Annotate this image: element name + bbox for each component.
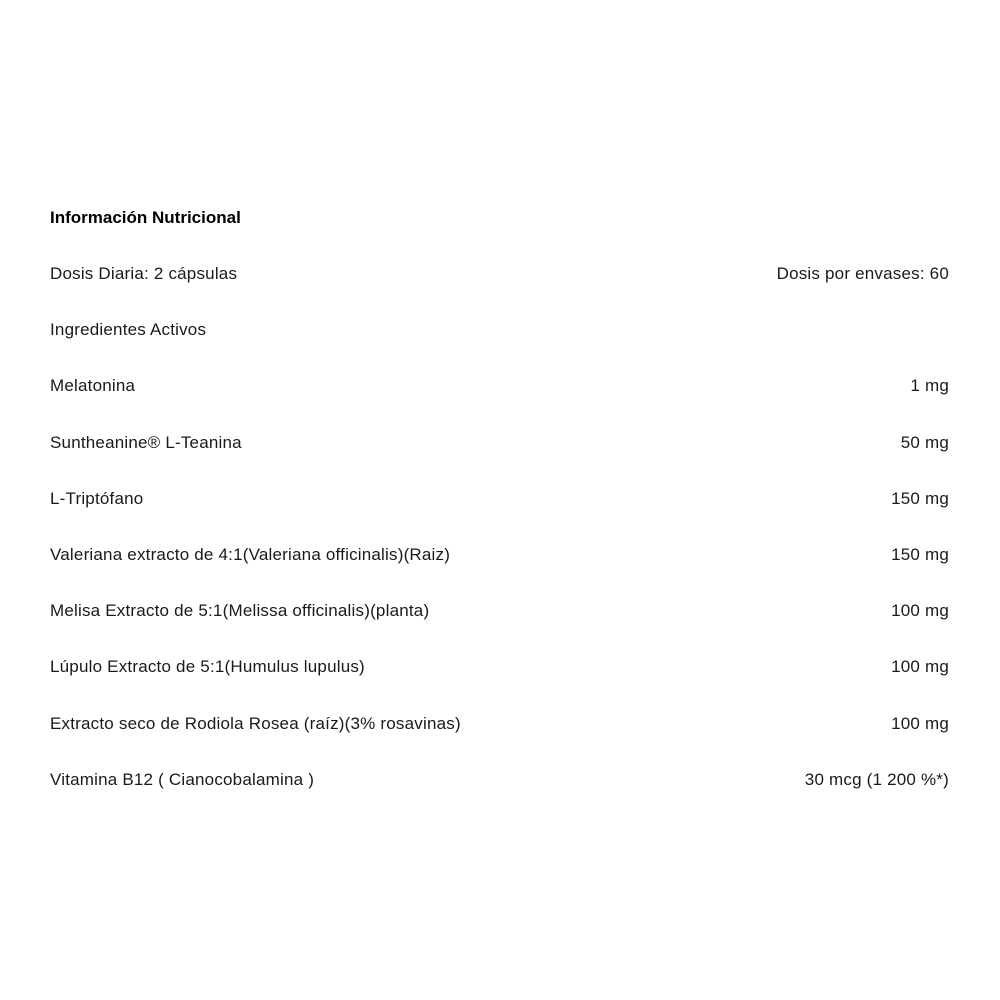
servings-per-container: Dosis por envases: 60 <box>776 264 949 284</box>
ingredient-row <box>50 639 949 695</box>
ingredient-amount: 50 mg <box>900 432 949 452</box>
ingredient-row <box>50 415 949 471</box>
section-heading-row <box>50 302 949 358</box>
ingredient-amount: 30 mcg (1 200 %*) <box>804 769 949 789</box>
ingredient-amount: 150 mg <box>891 488 949 508</box>
ingredient-row <box>50 752 949 808</box>
ingredient-row <box>50 358 949 414</box>
ingredient-amount: 100 mg <box>891 657 949 677</box>
daily-dose: Dosis Diaria: 2 cápsulas <box>50 264 238 284</box>
ingredient-name: Melisa Extracto de 5:1(Melissa officinalis)(planta) <box>50 601 430 621</box>
ingredient-row <box>50 583 949 639</box>
ingredient-amount: 150 mg <box>891 545 949 565</box>
ingredient-name: Extracto seco de Rodiola Rosea (raíz)(3% rosavinas) <box>50 713 461 733</box>
section-heading: Ingredientes Activos <box>50 320 207 340</box>
ingredient-row <box>50 696 949 752</box>
ingredient-name: Vitamina B12 ( Cianocobalamina ) <box>50 769 315 789</box>
nutrition-panel <box>50 200 949 808</box>
ingredient-name: Lúpulo Extracto de 5:1(Humulus lupulus) <box>50 657 365 677</box>
ingredient-amount: 1 mg <box>910 376 949 396</box>
page-title: Información Nutricional <box>50 208 241 227</box>
ingredient-row <box>50 527 949 583</box>
ingredient-row <box>50 471 949 527</box>
ingredient-name: Suntheanine® L-Teanina <box>50 432 242 452</box>
serving-row <box>50 246 949 302</box>
ingredient-name: L-Triptófano <box>50 488 144 508</box>
ingredient-name: Valeriana extracto de 4:1(Valeriana officinalis)(Raiz) <box>50 545 451 565</box>
ingredient-name: Melatonina <box>50 376 136 396</box>
ingredient-amount: 100 mg <box>891 713 949 733</box>
ingredient-amount: 100 mg <box>891 601 949 621</box>
